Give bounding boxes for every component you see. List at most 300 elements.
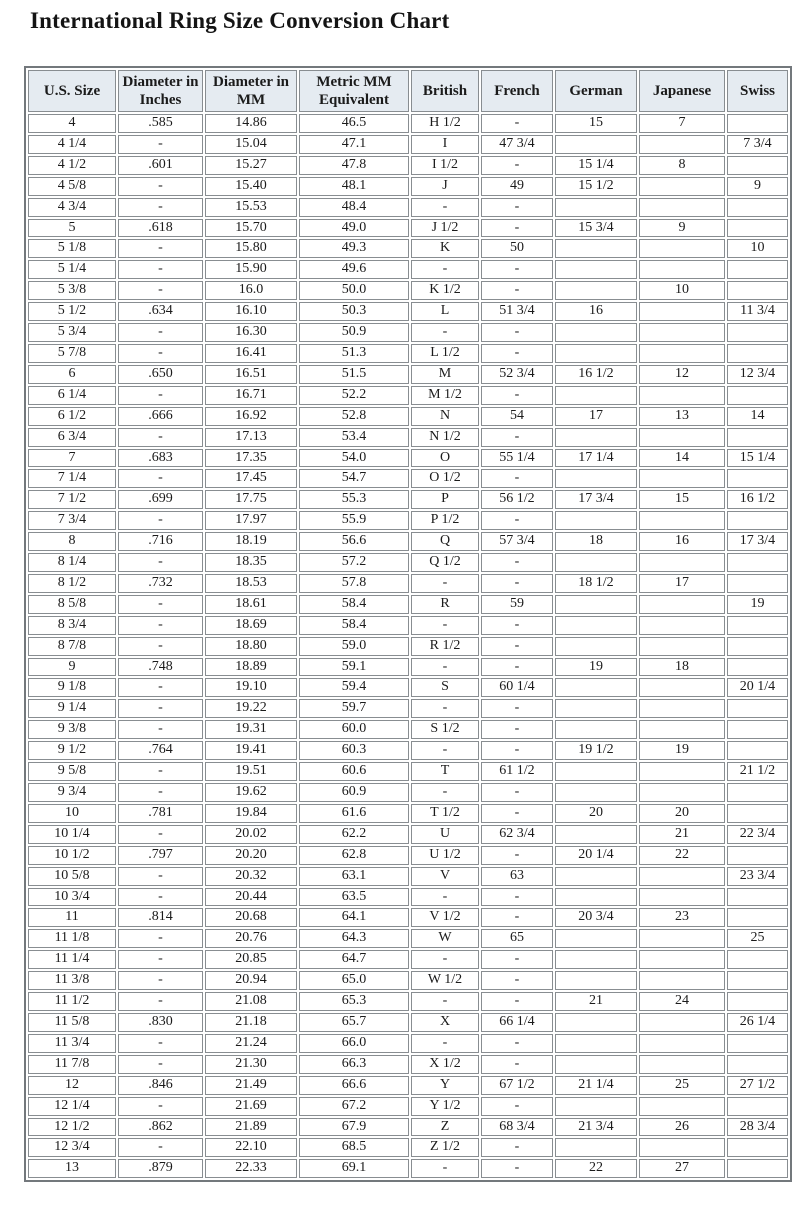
table-cell: 21.18 [205,1013,297,1032]
table-cell: 50.9 [299,323,409,342]
table-cell: 27 [639,1159,725,1178]
table-cell: - [481,699,553,718]
table-cell: 16 1/2 [727,490,788,509]
table-cell: 66.6 [299,1076,409,1095]
ring-size-conversion-table [24,66,792,1182]
table-row [28,198,788,217]
table-cell: - [118,386,203,405]
table-cell: 5 3/8 [28,281,116,300]
table-cell: 20.02 [205,825,297,844]
table-cell: 65.0 [299,971,409,990]
table-row [28,658,788,677]
table-cell: 8 [28,532,116,551]
table-cell: 5 1/4 [28,260,116,279]
table-row [28,616,788,635]
table-cell: 5 [28,219,116,238]
table-cell [639,553,725,572]
table-cell: .846 [118,1076,203,1095]
table-cell: S 1/2 [411,720,479,739]
table-cell: - [118,177,203,196]
table-cell: X 1/2 [411,1055,479,1074]
table-cell: 48.1 [299,177,409,196]
table-cell: 21.69 [205,1097,297,1116]
table-cell: 20.32 [205,867,297,886]
table-row [28,971,788,990]
column-header-6: German [555,70,637,112]
table-cell: 20.20 [205,846,297,865]
table-cell [727,971,788,990]
table-cell: - [118,783,203,802]
table-row [28,1159,788,1178]
table-cell: 23 [639,908,725,927]
table-cell: 17 [555,407,637,426]
table-cell: - [411,658,479,677]
table-cell: 55.9 [299,511,409,530]
table-cell: 15.90 [205,260,297,279]
table-cell: 21 [555,992,637,1011]
table-cell: M [411,365,479,384]
table-cell [555,198,637,217]
table-cell: U 1/2 [411,846,479,865]
table-cell: 21.24 [205,1034,297,1053]
table-cell [727,616,788,635]
table-cell: 11 3/8 [28,971,116,990]
table-row [28,1118,788,1137]
table-row [28,239,788,258]
table-cell: 46.5 [299,114,409,133]
table-cell: 66.3 [299,1055,409,1074]
table-cell: - [411,1034,479,1053]
table-cell: O 1/2 [411,469,479,488]
table-cell: 9 1/4 [28,699,116,718]
table-cell: 22.33 [205,1159,297,1178]
table-cell: T 1/2 [411,804,479,823]
table-cell: 16.30 [205,323,297,342]
table-cell: 20 3/4 [555,908,637,927]
table-cell: 47.8 [299,156,409,175]
table-cell: - [118,699,203,718]
table-cell: 59 [481,595,553,614]
table-cell: Y [411,1076,479,1095]
table-cell: - [481,1138,553,1157]
table-cell: 59.1 [299,658,409,677]
table-cell: 9 3/4 [28,783,116,802]
table-cell: 17.75 [205,490,297,509]
table-cell: 59.7 [299,699,409,718]
table-cell [639,595,725,614]
table-cell [727,1138,788,1157]
table-cell: - [481,323,553,342]
table-cell: 16.10 [205,302,297,321]
table-cell: 16 [639,532,725,551]
table-cell: 18.69 [205,616,297,635]
table-row [28,846,788,865]
table-cell: - [481,260,553,279]
table-cell: 5 1/8 [28,239,116,258]
table-cell [555,386,637,405]
table-cell [727,658,788,677]
table-cell: 54.7 [299,469,409,488]
table-cell: 11 1/2 [28,992,116,1011]
table-cell: 20.76 [205,929,297,948]
table-row [28,114,788,133]
table-cell: .879 [118,1159,203,1178]
table-cell: 6 3/4 [28,428,116,447]
table-row [28,1013,788,1032]
table-cell: Q [411,532,479,551]
table-cell: P 1/2 [411,511,479,530]
table-cell: 7 [639,114,725,133]
table-cell: 9 1/2 [28,741,116,760]
table-cell: 66.0 [299,1034,409,1053]
table-cell: - [411,783,479,802]
table-cell [555,971,637,990]
table-cell: 61.6 [299,804,409,823]
table-cell: 19 [727,595,788,614]
table-cell: 21 [639,825,725,844]
table-cell [639,135,725,154]
table-cell: 63.1 [299,867,409,886]
table-cell: V [411,867,479,886]
table-cell [555,323,637,342]
table-cell [639,239,725,258]
table-cell: 47.1 [299,135,409,154]
table-cell: 4 [28,114,116,133]
table-cell: 60.0 [299,720,409,739]
table-cell: 22 [555,1159,637,1178]
table-cell: - [481,804,553,823]
table-cell: 27 1/2 [727,1076,788,1095]
table-row [28,783,788,802]
table-cell [727,699,788,718]
table-cell: 16.92 [205,407,297,426]
table-row [28,950,788,969]
table-cell: 11 3/4 [727,302,788,321]
table-cell: 17 3/4 [727,532,788,551]
table-cell: 62.8 [299,846,409,865]
table-cell [727,783,788,802]
table-cell: 8 5/8 [28,595,116,614]
table-cell [639,302,725,321]
table-row [28,720,788,739]
table-cell: .666 [118,407,203,426]
table-cell [639,699,725,718]
table-cell: 21 3/4 [555,1118,637,1137]
table-cell: - [118,762,203,781]
table-cell: 26 [639,1118,725,1137]
table-cell: 6 1/2 [28,407,116,426]
table-cell [555,637,637,656]
table-cell: 51 3/4 [481,302,553,321]
table-cell: 21 1/2 [727,762,788,781]
table-cell: - [118,929,203,948]
table-cell: 18 [555,532,637,551]
table-cell: 21.49 [205,1076,297,1095]
table-cell: 14.86 [205,114,297,133]
table-cell: 65 [481,929,553,948]
table-cell: 21.30 [205,1055,297,1074]
table-row [28,553,788,572]
table-cell: - [481,616,553,635]
table-cell: 9 1/8 [28,678,116,697]
table-cell: 19 [639,741,725,760]
column-header-5: French [481,70,553,112]
table-cell [555,1013,637,1032]
table-cell: 8 1/4 [28,553,116,572]
table-cell: .683 [118,449,203,468]
table-cell: 16.0 [205,281,297,300]
table-cell: V 1/2 [411,908,479,927]
table-cell: .862 [118,1118,203,1137]
table-cell: 22 [639,846,725,865]
table-cell: - [118,720,203,739]
table-cell: 61 1/2 [481,762,553,781]
table-cell: 64.3 [299,929,409,948]
table-cell: 68.5 [299,1138,409,1157]
table-row [28,1034,788,1053]
table-cell: - [118,323,203,342]
table-cell [639,637,725,656]
table-cell [727,511,788,530]
table-header [28,70,788,112]
table-cell: - [481,469,553,488]
table-cell: - [118,553,203,572]
table-cell [727,804,788,823]
table-cell [555,825,637,844]
table-cell [555,616,637,635]
table-cell: - [481,1097,553,1116]
table-cell: 19 [555,658,637,677]
table-cell: 12 1/2 [28,1118,116,1137]
table-cell: - [481,386,553,405]
table-cell: 60.6 [299,762,409,781]
table-cell: 15 1/4 [555,156,637,175]
table-cell: 67 1/2 [481,1076,553,1095]
table-cell: 15 [555,114,637,133]
table-cell: 62 3/4 [481,825,553,844]
table-row [28,678,788,697]
table-cell: Z [411,1118,479,1137]
table-cell: 63.5 [299,888,409,907]
table-cell [639,762,725,781]
table-cell [727,219,788,238]
table-cell [555,595,637,614]
table-cell: 56.6 [299,532,409,551]
table-cell [727,1055,788,1074]
table-cell: 47 3/4 [481,135,553,154]
table-cell: - [411,323,479,342]
table-cell: 10 [28,804,116,823]
table-cell: 60.3 [299,741,409,760]
table-cell [639,720,725,739]
table-cell: 20 1/4 [727,678,788,697]
table-cell [727,553,788,572]
table-cell: 7 3/4 [727,135,788,154]
table-cell: 7 3/4 [28,511,116,530]
table-cell: 8 1/2 [28,574,116,593]
table-cell: 19.22 [205,699,297,718]
table-cell [555,867,637,886]
table-cell: - [481,511,553,530]
table-cell: 58.4 [299,595,409,614]
table-cell: W 1/2 [411,971,479,990]
table-cell: 19.51 [205,762,297,781]
table-row [28,135,788,154]
table-row [28,449,788,468]
table-cell: I [411,135,479,154]
table-cell: 17.97 [205,511,297,530]
table-cell: 15.04 [205,135,297,154]
table-cell [727,344,788,363]
table-cell: 24 [639,992,725,1011]
table-row [28,699,788,718]
table-cell: - [411,950,479,969]
table-cell [555,511,637,530]
table-cell [727,637,788,656]
table-cell: 28 3/4 [727,1118,788,1137]
table-cell [639,867,725,886]
table-cell: - [481,1034,553,1053]
table-cell [639,1013,725,1032]
table-cell: - [481,219,553,238]
table-cell: 15.53 [205,198,297,217]
table-cell [555,1097,637,1116]
table-cell: 18.61 [205,595,297,614]
table-cell: 59.0 [299,637,409,656]
table-cell: 67.9 [299,1118,409,1137]
table-cell: S [411,678,479,697]
table-cell: .650 [118,365,203,384]
table-cell: 19.84 [205,804,297,823]
table-cell: - [118,1097,203,1116]
table-cell: R 1/2 [411,637,479,656]
table-cell: - [118,135,203,154]
table-cell: 68 3/4 [481,1118,553,1137]
table-cell [639,386,725,405]
table-cell: .618 [118,219,203,238]
table-cell: 50.0 [299,281,409,300]
table-cell: - [481,344,553,363]
table-cell: 4 1/2 [28,156,116,175]
table-cell: J [411,177,479,196]
table-cell: 52.2 [299,386,409,405]
table-cell: - [481,720,553,739]
table-cell [555,1138,637,1157]
table-cell: .748 [118,658,203,677]
table-cell: - [118,678,203,697]
table-cell: 15.27 [205,156,297,175]
table-cell: - [118,637,203,656]
table-cell: 65.3 [299,992,409,1011]
table-cell: 17.13 [205,428,297,447]
table-cell [555,678,637,697]
table-row [28,407,788,426]
page-title: International Ring Size Conversion Chart [30,8,450,33]
table-cell [555,281,637,300]
table-cell: 15 3/4 [555,219,637,238]
table-cell: .634 [118,302,203,321]
table-cell: 19.10 [205,678,297,697]
table-cell: 5 1/2 [28,302,116,321]
table-cell: - [481,198,553,217]
table-row [28,219,788,238]
table-row [28,992,788,1011]
table-row [28,323,788,342]
table-cell: - [411,574,479,593]
table-row [28,281,788,300]
table-cell [555,1055,637,1074]
table-cell: - [118,428,203,447]
table-cell: 16 1/2 [555,365,637,384]
table-cell: 18.89 [205,658,297,677]
table-row [28,260,788,279]
column-header-8: Swiss [727,70,788,112]
table-row [28,595,788,614]
table-row [28,511,788,530]
table-cell: .699 [118,490,203,509]
table-cell: 18.53 [205,574,297,593]
table-cell: - [481,637,553,656]
table-cell: 7 1/2 [28,490,116,509]
table-cell: 20.68 [205,908,297,927]
column-header-2: Diameter in MM [205,70,297,112]
table-cell [555,1034,637,1053]
table-row [28,302,788,321]
table-cell [727,1097,788,1116]
table-cell: - [481,156,553,175]
table-body [28,114,788,1178]
table-cell: 15.70 [205,219,297,238]
table-cell [639,260,725,279]
table-cell: 19.31 [205,720,297,739]
table-cell: 18.80 [205,637,297,656]
table-cell: 65.7 [299,1013,409,1032]
table-cell: 4 5/8 [28,177,116,196]
table-cell: 25 [639,1076,725,1095]
table-row [28,762,788,781]
table-cell [639,198,725,217]
table-cell: 23 3/4 [727,867,788,886]
table-cell: 69.1 [299,1159,409,1178]
table-cell: 9 [727,177,788,196]
table-cell: 8 3/4 [28,616,116,635]
table-cell: 14 [639,449,725,468]
table-cell: 12 3/4 [28,1138,116,1157]
table-cell [555,344,637,363]
table-cell [639,469,725,488]
table-cell: 21.89 [205,1118,297,1137]
table-cell: K [411,239,479,258]
table-cell: 10 [727,239,788,258]
table-cell: .781 [118,804,203,823]
table-cell: - [411,260,479,279]
table-cell: 13 [639,407,725,426]
table-cell: Q 1/2 [411,553,479,572]
table-cell [639,344,725,363]
table-cell: 14 [727,407,788,426]
table-cell: - [481,658,553,677]
table-row [28,156,788,175]
column-header-4: British [411,70,479,112]
table-cell: 12 [28,1076,116,1095]
table-cell: 62.2 [299,825,409,844]
table-row [28,867,788,886]
table-cell: 63 [481,867,553,886]
table-row [28,1076,788,1095]
table-cell: 9 [639,219,725,238]
table-cell: .814 [118,908,203,927]
table-cell [639,1097,725,1116]
